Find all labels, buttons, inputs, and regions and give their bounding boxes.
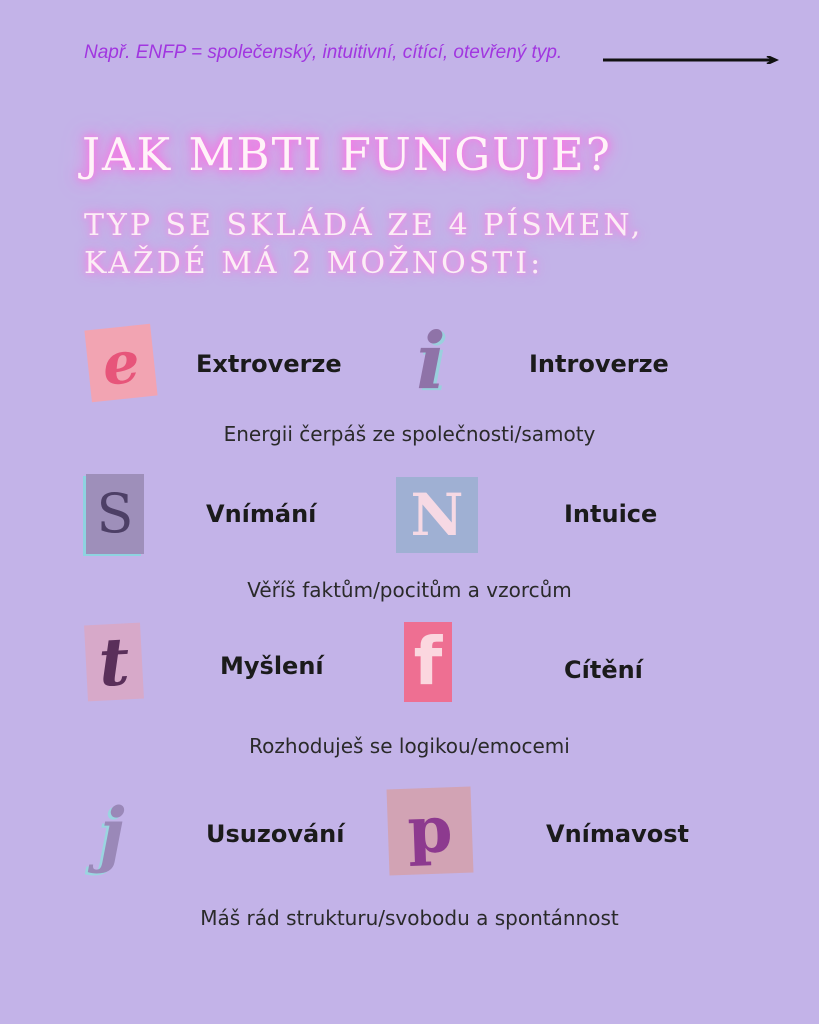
description-facts: Věříš faktům/pocitům a vzorcům <box>247 578 572 602</box>
letter-j-tile <box>84 794 140 874</box>
letter-s-tile <box>86 474 144 554</box>
letter-i-tile <box>406 316 456 407</box>
arrow-right-icon[interactable] <box>603 56 779 64</box>
letter-s: S <box>96 482 134 545</box>
description-decision: Rozhoduješ se logikou/emocemi <box>249 734 570 758</box>
letter-n: N <box>410 481 464 549</box>
label-extroverze: Extroverze <box>196 350 342 378</box>
letter-e: e <box>99 327 143 399</box>
letter-p: p <box>406 792 454 869</box>
letter-f: f <box>413 623 443 700</box>
letter-t: t <box>96 622 132 702</box>
label-citeni: Cítění <box>564 656 643 684</box>
description-structure: Máš rád strukturu/svobodu a spontánnost <box>200 906 619 930</box>
letter-e-tile <box>84 324 157 403</box>
label-usuzovani: Usuzování <box>206 820 345 848</box>
page-title: JAK MBTI FUNGUJE? <box>82 128 612 181</box>
letter-p-tile <box>387 787 474 876</box>
letter-f-tile <box>404 622 452 702</box>
label-vnimavost: Vnímavost <box>546 820 689 848</box>
label-intuice: Intuice <box>564 500 658 528</box>
letter-n-tile <box>396 477 478 553</box>
label-mysleni: Myšlení <box>220 652 324 680</box>
letter-j: j <box>99 792 125 875</box>
intro-text: Např. ENFP = společenský, intuitivní, cítící, otevřený typ. <box>84 42 563 63</box>
label-introverze: Introverze <box>529 350 669 378</box>
letter-i: i <box>416 316 446 407</box>
label-vnimani: Vnímání <box>206 500 317 528</box>
description-energy: Energii čerpáš ze společnosti/samoty <box>223 422 596 446</box>
letter-t-tile <box>84 623 144 702</box>
page-subtitle: TYP SE SKLÁDÁ ZE 4 PÍSMEN, KAŽDÉ MÁ 2 MOŽNOSTI: <box>84 208 644 281</box>
